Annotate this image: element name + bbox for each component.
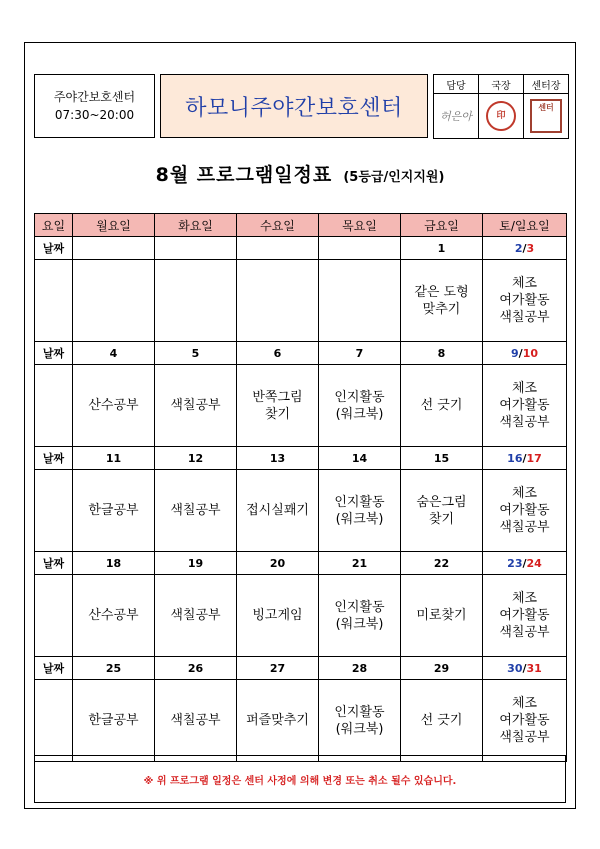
- schedule-title: 8월 프로그램일정표: [155, 164, 333, 186]
- date-label: 날짜: [35, 237, 73, 260]
- sunday-date: 17: [526, 451, 542, 465]
- operating-hours: 07:30~20:00: [54, 108, 135, 122]
- weekend-activity-cell: 체조 여가활동 색칠공부: [483, 260, 567, 342]
- activity-cell: 퍼즐맞추기: [237, 680, 319, 762]
- date-row: [35, 237, 567, 260]
- activity-label-cell: [35, 575, 73, 657]
- date-cell: [237, 237, 319, 260]
- date-cell: 13: [237, 447, 319, 470]
- activity-cell: 미로찾기: [401, 575, 483, 657]
- date-cell: 8: [401, 342, 483, 365]
- activity-row: [35, 575, 567, 657]
- activity-row: [35, 470, 567, 552]
- activity-label-cell: [35, 470, 73, 552]
- date-cell: 18: [73, 552, 155, 575]
- date-cell: 11: [73, 447, 155, 470]
- activity-cell: 접시실꽤기: [237, 470, 319, 552]
- notice-box: [34, 755, 566, 803]
- sunday-date: 10: [522, 346, 538, 360]
- date-row: [35, 552, 567, 575]
- weekend-date-cell: [483, 342, 567, 365]
- col-header: 목요일: [319, 214, 401, 237]
- activity-cell: 한글공부: [73, 470, 155, 552]
- date-cell: [155, 237, 237, 260]
- date-cell: 29: [401, 657, 483, 680]
- schedule-table: [34, 213, 567, 762]
- weekend-date-cell: [483, 657, 567, 680]
- date-label: 날짜: [35, 342, 73, 365]
- saturday-date: 2: [514, 241, 523, 255]
- activity-cell: 인지활동 (워크북): [319, 470, 401, 552]
- approval-seal-head: [524, 94, 569, 139]
- saturday-date: 30: [507, 661, 523, 675]
- activity-cell: 선 긋기: [401, 365, 483, 447]
- saturday-date: 9: [511, 346, 519, 360]
- weekend-date-cell: [483, 447, 567, 470]
- activity-cell: 색칠공부: [155, 470, 237, 552]
- activity-cell: 한글공부: [73, 680, 155, 762]
- col-header: 요일: [35, 214, 73, 237]
- date-cell: 12: [155, 447, 237, 470]
- activity-label-cell: [35, 680, 73, 762]
- activity-cell: 같은 도형 맞추기: [401, 260, 483, 342]
- header-row: [35, 214, 567, 237]
- sunday-date: 24: [526, 556, 542, 570]
- activity-cell: 색칠공부: [155, 680, 237, 762]
- activity-cell: 색칠공부: [155, 575, 237, 657]
- date-label: 날짜: [35, 657, 73, 680]
- date-cell: 5: [155, 342, 237, 365]
- date-cell: 25: [73, 657, 155, 680]
- date-cell: 15: [401, 447, 483, 470]
- col-header: 수요일: [237, 214, 319, 237]
- activity-cell: 인지활동 (워크북): [319, 575, 401, 657]
- date-row: [35, 657, 567, 680]
- activity-row: [35, 260, 567, 342]
- activity-label-cell: [35, 260, 73, 342]
- date-row: [35, 447, 567, 470]
- date-separator: /: [522, 661, 527, 675]
- date-cell: 1: [401, 237, 483, 260]
- date-label: 날짜: [35, 552, 73, 575]
- saturday-date: 23: [507, 556, 523, 570]
- schedule-heading: [0, 160, 600, 187]
- activity-cell: 반쪽그림 찾기: [237, 365, 319, 447]
- activity-cell: [155, 260, 237, 342]
- col-header: 토/일요일: [483, 214, 567, 237]
- activity-row: [35, 680, 567, 762]
- sunday-date: 31: [526, 661, 542, 675]
- date-cell: 22: [401, 552, 483, 575]
- col-header: 월요일: [73, 214, 155, 237]
- schedule-subtitle: (5등급/인지지원): [343, 170, 445, 185]
- date-separator: /: [522, 451, 527, 465]
- date-cell: [319, 237, 401, 260]
- center-title: 하모니주야간보호센터: [185, 95, 403, 121]
- approval-label-manager: 담당: [434, 75, 479, 94]
- seal-icon: 印: [486, 101, 516, 131]
- weekend-activity-cell: 체조 여가활동 색칠공부: [483, 575, 567, 657]
- square-seal-icon: 센터: [530, 99, 562, 133]
- activity-cell: 인지활동 (워크북): [319, 680, 401, 762]
- approval-seal-director: [479, 94, 524, 139]
- date-cell: 7: [319, 342, 401, 365]
- date-cell: 21: [319, 552, 401, 575]
- date-separator: /: [522, 241, 527, 255]
- date-separator: /: [518, 346, 523, 360]
- center-info-box: [34, 74, 155, 138]
- approval-label-director: 국장: [479, 75, 524, 94]
- weekend-activity-cell: 체조 여가활동 색칠공부: [483, 680, 567, 762]
- activity-row: [35, 365, 567, 447]
- date-cell: 4: [73, 342, 155, 365]
- weekend-date-cell: [483, 552, 567, 575]
- signature-text: 허은아: [440, 110, 472, 123]
- date-cell: 26: [155, 657, 237, 680]
- activity-cell: 산수공부: [73, 365, 155, 447]
- activity-cell: 빙고게임: [237, 575, 319, 657]
- activity-cell: [319, 260, 401, 342]
- activity-cell: 인지활동 (워크북): [319, 365, 401, 447]
- weekend-date-cell: [483, 237, 567, 260]
- saturday-date: 16: [507, 451, 523, 465]
- activity-cell: 선 긋기: [401, 680, 483, 762]
- weekend-activity-cell: 체조 여가활동 색칠공부: [483, 470, 567, 552]
- activity-label-cell: [35, 365, 73, 447]
- activity-cell: 산수공부: [73, 575, 155, 657]
- sunday-date: 3: [526, 241, 535, 255]
- date-cell: 20: [237, 552, 319, 575]
- date-label: 날짜: [35, 447, 73, 470]
- approval-signature: [434, 94, 479, 139]
- date-cell: [73, 237, 155, 260]
- date-cell: 14: [319, 447, 401, 470]
- col-header: 화요일: [155, 214, 237, 237]
- activity-cell: 숨은그림 찾기: [401, 470, 483, 552]
- activity-cell: [73, 260, 155, 342]
- approval-label-head: 센터장: [524, 75, 569, 94]
- center-name: 주야간보호센터: [53, 90, 136, 104]
- activity-cell: 색칠공부: [155, 365, 237, 447]
- center-title-box: [160, 74, 428, 138]
- approval-table: [433, 74, 569, 139]
- date-cell: 28: [319, 657, 401, 680]
- activity-cell: [237, 260, 319, 342]
- date-cell: 6: [237, 342, 319, 365]
- date-cell: 19: [155, 552, 237, 575]
- date-row: [35, 342, 567, 365]
- col-header: 금요일: [401, 214, 483, 237]
- date-separator: /: [522, 556, 527, 570]
- weekend-activity-cell: 체조 여가활동 색칠공부: [483, 365, 567, 447]
- date-cell: 27: [237, 657, 319, 680]
- notice-text: ※ 위 프로그램 일정은 센터 사정에 의해 변경 또는 취소 될수 있습니다.: [143, 775, 457, 787]
